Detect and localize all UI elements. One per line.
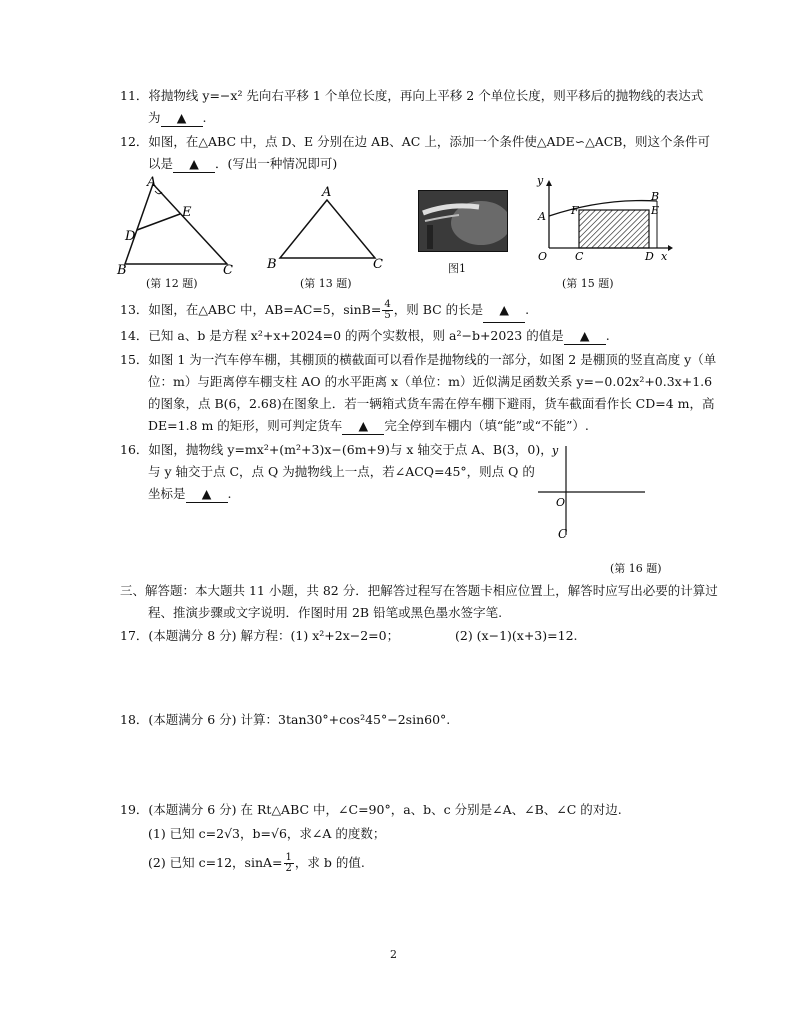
q16-post: . — [227, 486, 232, 501]
fig16-caption: (第 16 题) — [610, 562, 662, 575]
fig15-label-x: x — [661, 250, 668, 262]
q19-frac-den: 2 — [285, 863, 292, 874]
q17-part2: (2) (x−1)(x+3)=12. — [455, 628, 578, 643]
q19-frac-num: 1 — [285, 852, 292, 863]
q16-line1: 16．如图，抛物线 y=mx²+(m²+3)x−(6m+9)与 x 轴交于点 A、B(3，0)， — [120, 442, 553, 457]
q15-line4 — [148, 418, 589, 435]
fig12-caption: (第 12 题) — [146, 277, 198, 290]
q14-post: . — [605, 328, 610, 343]
q14-answer-blank[interactable]: ▲ — [564, 328, 606, 345]
q13-answer-blank[interactable]: ▲ — [483, 298, 525, 323]
figure-16-axes — [530, 440, 650, 550]
fig15-label-d: D — [645, 250, 654, 262]
fig13-caption: (第 13 题) — [300, 277, 352, 290]
q11-post: . — [202, 110, 207, 125]
fig15-photo-caption: 图1 — [448, 262, 466, 275]
q16-pre: 坐标是 — [148, 486, 186, 501]
section3-line2: 程、推演步骤或文字说明．作图时用 2B 铅笔或黑色墨水签字笔. — [148, 605, 503, 620]
q18-line: 18．(本题满分 6 分) 计算：3tan30°+cos²45°−2sin60°. — [120, 712, 451, 727]
fig15-truck-rect — [579, 210, 649, 248]
fig12-label-d: D — [125, 229, 136, 244]
q13-pre: 13．如图，在△ABC 中，AB=AC=5，sinB= — [120, 302, 382, 317]
q15-line1: 15．如图 1 为一汽车停车棚，其棚顶的横截面可以看作是抛物线的一部分，如图 2 是棚顶的竖直高度 y（单 — [120, 352, 717, 367]
q19-line3 — [148, 850, 365, 876]
q13-mid: ，则 BC 的长是 — [393, 302, 484, 317]
q12-pre: 以是 — [148, 156, 174, 171]
q19-fraction — [284, 853, 294, 874]
q11-pre: 为 — [148, 110, 161, 125]
fig15-label-b: B — [651, 190, 660, 203]
fig13-triangle-abc — [280, 200, 375, 258]
q19-post: ，求 b 的值. — [294, 855, 365, 870]
fig15-label-y: y — [537, 176, 544, 187]
fig15-caption: (第 15 题) — [562, 277, 614, 290]
figure-15-graph — [533, 176, 673, 262]
q14-line — [120, 328, 610, 345]
fig13-label-a: A — [322, 185, 332, 200]
q13-frac-num: 4 — [384, 299, 391, 310]
fig12-label-e: E — [182, 205, 192, 220]
q15-line2: 位：m）与距离停车棚支柱 AO 的水平距离 x（单位：m）近似满足函数关系 y=−0.02x²+0.3x+1.6 — [148, 374, 713, 389]
q11-line1: 11．将抛物线 y=−x² 先向右平移 1 个单位长度，再向上平移 2 个单位长度，则平移后的抛物线的表达式 — [120, 88, 704, 103]
fig15-photo-drawing — [419, 191, 507, 251]
q15-pre: DE=1.8 m 的矩形，则可判定货车 — [148, 418, 343, 433]
fig13-label-b: B — [267, 257, 277, 272]
q12-line2 — [148, 156, 337, 173]
q13-post: . — [525, 302, 530, 317]
fig16-label-o: O — [556, 496, 566, 509]
q15-line3: 的图象，点 B(6，2.68)在图象上．若一辆箱式货车需在停车棚下避雨，货车截面看作长 CD=4 m，高 — [148, 396, 715, 411]
q13-line — [120, 298, 529, 323]
q12-answer-blank[interactable]: ▲ — [173, 156, 215, 173]
q11-line2 — [148, 110, 207, 127]
q19-pre: (2) 已知 c=12，sinA= — [148, 855, 283, 870]
figure-12-triangle — [115, 174, 245, 274]
fig15-photo — [418, 190, 508, 252]
q16-line2: 与 y 轴交于点 C，点 Q 为抛物线上一点，若∠ACQ=45°，则点 Q 的 — [148, 464, 535, 479]
q15-post: 完全停到车棚内（填“能”或“不能”）. — [384, 418, 589, 433]
q11-answer-blank[interactable]: ▲ — [161, 110, 203, 127]
q12-line1: 12．如图，在△ABC 中，点 D、E 分别在边 AB、AC 上，添加一个条件使△ADE∽△ACB，则这个条件可 — [120, 134, 710, 149]
fig12-label-a: A — [147, 175, 157, 190]
fig12-segment-de — [137, 214, 180, 230]
fig15-label-a: A — [538, 210, 546, 223]
q15-answer-blank[interactable]: ▲ — [342, 418, 384, 435]
q13-frac-den: 5 — [384, 310, 391, 321]
fig12-triangle-abc — [125, 184, 227, 264]
fig16-label-c: C — [558, 527, 568, 541]
q14-pre: 14．已知 a、b 是方程 x²+x+2024=0 的两个实数根，则 a²−b+2023 的值是 — [120, 328, 564, 343]
q16-answer-blank[interactable]: ▲ — [186, 486, 228, 503]
q19-line1: 19．(本题满分 6 分) 在 Rt△ABC 中，∠C=90°，a、b、c 分别是∠A、∠B、∠C 的对边. — [120, 802, 622, 817]
fig12-label-b: B — [117, 263, 127, 274]
fig15-label-f: F — [571, 204, 579, 217]
fig15-label-o: O — [538, 250, 548, 262]
fig16-label-y: y — [552, 444, 559, 457]
page-number: 2 — [390, 948, 397, 961]
q13-fraction — [382, 300, 392, 321]
fig13-label-c: C — [373, 257, 383, 272]
q12-post: ．(写出一种情况即可) — [215, 156, 338, 171]
figure-13-triangle — [265, 182, 390, 272]
q17-part1: 17．(本题满分 8 分) 解方程：(1) x²+2x−2=0； — [120, 628, 400, 643]
q19-line2: (1) 已知 c=2√3，b=√6，求∠A 的度数； — [148, 826, 386, 841]
fig15-label-c: C — [575, 250, 584, 262]
q16-line3 — [148, 486, 232, 503]
section3-line1: 三、解答题：本大题共 11 小题，共 82 分．把解答过程写在答题卡相应位置上，解答时应写出必要的计算过 — [120, 583, 718, 598]
fig15-label-e: E — [651, 204, 660, 217]
fig12-label-c: C — [223, 263, 233, 274]
